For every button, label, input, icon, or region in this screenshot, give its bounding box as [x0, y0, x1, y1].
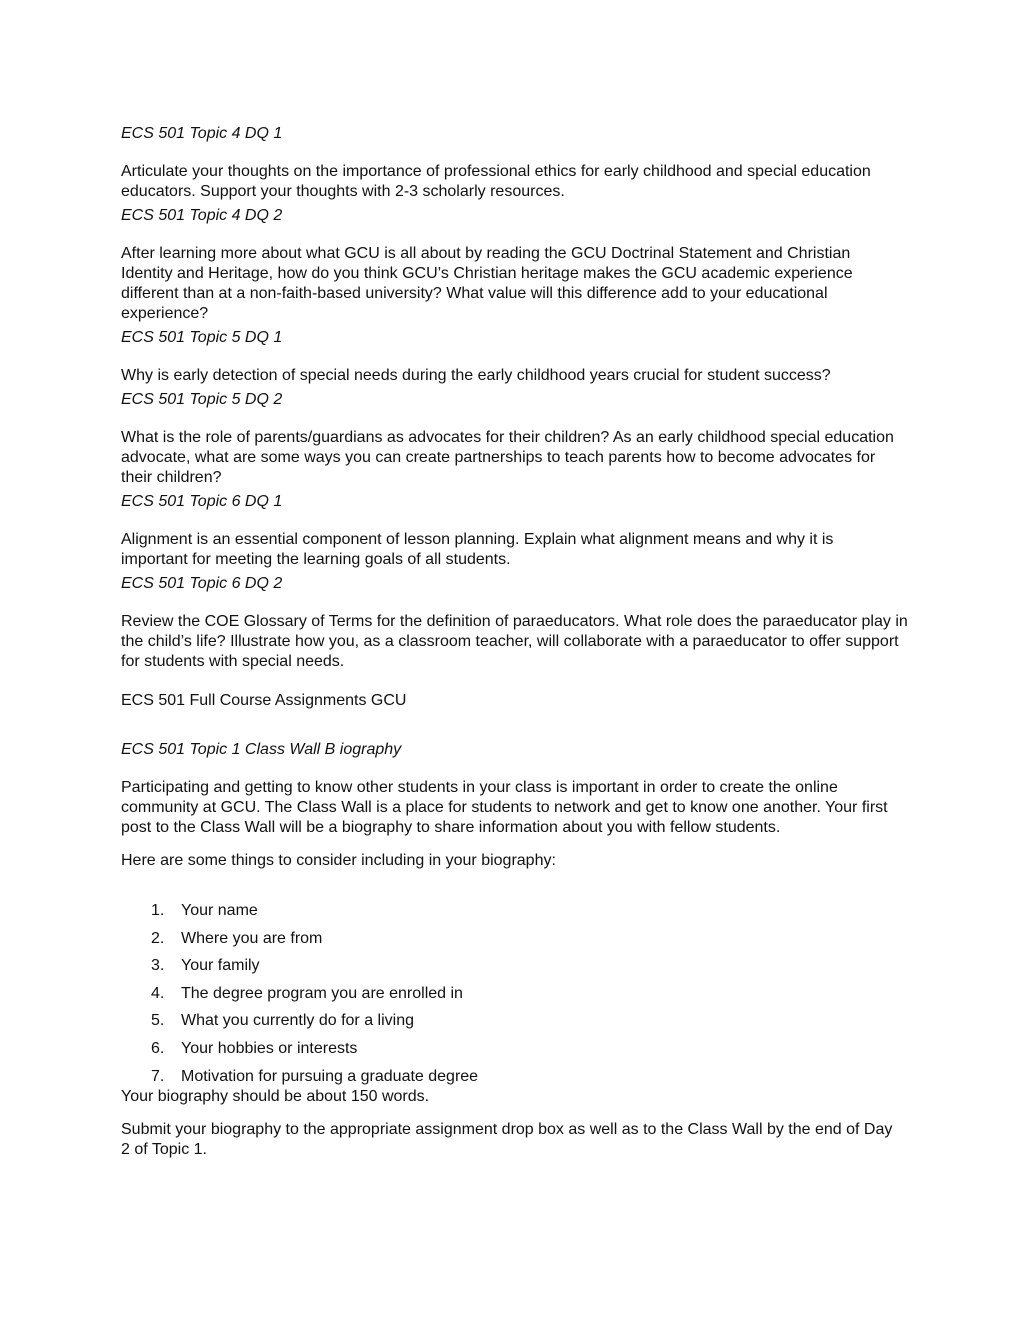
section-text: What is the role of parents/guardians as advocates for their children? As an early childhood special education advocate, what are some ways you can create partnerships to teach parents how to become advocates for their children?	[121, 429, 894, 486]
document-page	[121, 124, 911, 1160]
list-text: Your hobbies or interests	[181, 1039, 358, 1057]
list-text: Motivation for pursuing a graduate degree	[181, 1067, 479, 1085]
list-number: 6.	[151, 1039, 165, 1057]
section-text: Alignment is an essential component of lesson planning. Explain what alignment means and why it is important for meeting the learning goals of all students.	[121, 531, 834, 568]
biography-intro: Participating and getting to know other students in your class is important in order to create the online community at GCU. The Class Wall is a place for students to network and get to know one another. Your first post to the Class Wall will be a biography to share information about you with fellow students.	[121, 779, 888, 836]
section-text: Review the COE Glossary of Terms for the definition of paraeducators. What role does the paraeducator play in the child’s life? Illustrate how you, as a classroom teacher, will collaborate with a paraeducator to offer support for students with special needs.	[121, 613, 908, 670]
biography-consider: Here are some things to consider including in your biography:	[121, 852, 556, 869]
list-text: The degree program you are enrolled in	[181, 984, 463, 1002]
list-item	[121, 956, 911, 976]
list-number: 1.	[151, 902, 165, 919]
biography-submit-note: Submit your biography to the appropriate assignment drop box as well as to the Class Wall by the end of Day 2 of Topic 1.	[121, 1120, 893, 1158]
list-text: Your family	[181, 957, 260, 975]
section-heading: ECS 501 Topic 5 DQ 1	[121, 329, 283, 346]
list-item	[121, 1039, 911, 1059]
list-item	[121, 1011, 911, 1031]
section-heading: ECS 501 Topic 6 DQ 2	[121, 575, 283, 592]
section-heading: ECS 501 Topic 6 DQ 1	[121, 493, 283, 510]
biography-list	[121, 901, 911, 1087]
section-heading: ECS 501 Topic 4 DQ 1	[121, 125, 283, 142]
list-number: 7.	[151, 1067, 165, 1085]
list-number: 3.	[151, 957, 165, 975]
list-text: What you currently do for a living	[181, 1012, 414, 1030]
section-text: Articulate your thoughts on the importance of professional ethics for early childhood and special education educators. Support your thoughts with 2-3 scholarly resources.	[121, 163, 871, 200]
section-heading: ECS 501 Topic 5 DQ 2	[121, 391, 283, 408]
list-item	[121, 929, 911, 949]
biography-length-note: Your biography should be about 150 words.	[121, 1087, 430, 1105]
full-course-title: ECS 501 Full Course Assignments GCU	[121, 692, 407, 709]
list-item	[121, 901, 911, 921]
biography-heading: ECS 501 Topic 1 Class Wall B iography	[121, 741, 402, 758]
list-number: 5.	[151, 1012, 165, 1030]
list-text: Where you are from	[181, 929, 323, 947]
section-text: Why is early detection of special needs during the early childhood years crucial for student success?	[121, 367, 831, 384]
list-text: Your name	[181, 902, 258, 919]
list-item	[121, 984, 911, 1004]
list-number: 4.	[151, 984, 165, 1002]
list-item	[121, 1067, 911, 1087]
section-text: After learning more about what GCU is all about by reading the GCU Doctrinal Statement and Christian Identity and Heritage, how do you think GCU’s Christian heritage makes the GCU academic experience different than at a non-faith-based university? What value will this difference add to your educational experience?	[121, 245, 853, 322]
section-heading: ECS 501 Topic 4 DQ 2	[121, 207, 283, 224]
list-number: 2.	[151, 929, 165, 947]
